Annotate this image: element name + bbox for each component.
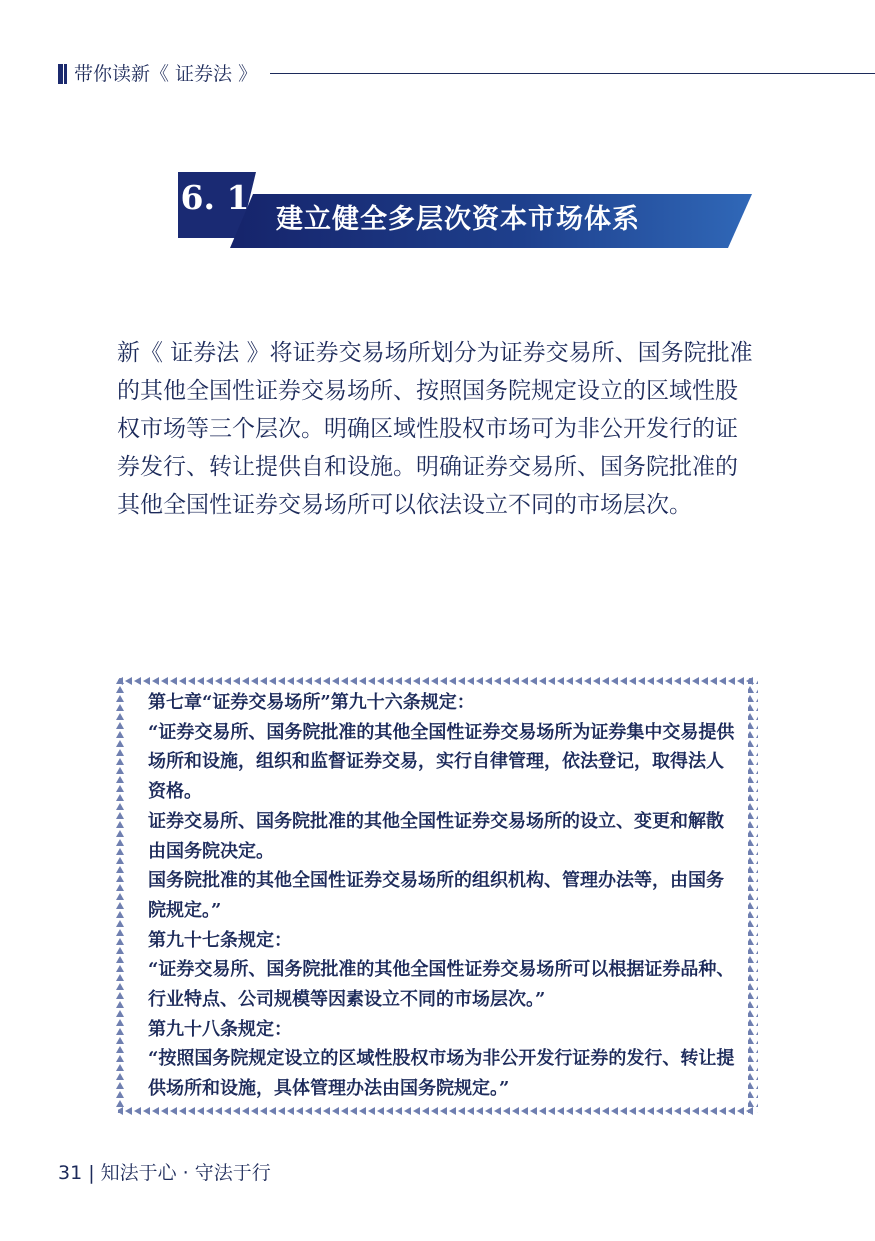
quote-line: 国务院批准的其他全国性证券交易场所的组织机构、管理办法等，由国务院规定。” [148, 870, 724, 921]
body-paragraph: 新《 证券法 》将证券交易场所划分为证券交易所、国务院批准的其他全国性证券交易场所、按照国务院规定设立的区域性股权市场等三个层次。明确区域性股权市场可为非公开发行的证券发行、转让提供自和设施。明确证券交易所、国务院批准的其他全国性证券交易场所可以依法设立不同的市场层次。 [117, 340, 753, 518]
quote-line: 证券交易所、国务院批准的其他全国性证券交易场所的设立、变更和解散由国务院决定。 [148, 810, 724, 862]
section-banner [178, 172, 752, 248]
section-number: 6. 1 [180, 178, 250, 217]
footer-slogan: 知法于心 · 守法于行 [100, 1162, 271, 1184]
quote-text [148, 688, 738, 1104]
quote-line: 第九十七条规定： [148, 929, 292, 951]
header-rule [270, 73, 875, 74]
quote-line: 第九十八条规定： [148, 1018, 292, 1040]
quote-line: 第七章“证券交易场所”第九十六条规定： [148, 692, 475, 713]
page-footer [58, 1160, 271, 1186]
running-header [58, 60, 875, 90]
page-number: 31 [58, 1162, 83, 1184]
quote-line: “按照国务院规定设立的区域性股权市场为非公开发行证券的发行、转让提供场所和设施，具体管理办法由国务院规定。” [148, 1048, 735, 1100]
law-quote-box [115, 676, 758, 1115]
quote-line: “证券交易所、国务院批准的其他全国性证券交易场所可以根据证券品种、行业特点、公司规模等因素设立不同的市场层次。” [148, 959, 735, 1011]
header-bar-icon [58, 64, 67, 84]
footer-separator: | [88, 1162, 95, 1184]
header-title: 带你读新《 证券法 》 [74, 63, 258, 85]
quote-line: “证券交易所、国务院批准的其他全国性证券交易场所为证券集中交易提供场所和设施，组织和监督证券交易，实行自律管理，依法登记，取得法人资格。 [148, 721, 735, 803]
section-title: 建立健全多层次资本市场体系 [276, 204, 640, 235]
